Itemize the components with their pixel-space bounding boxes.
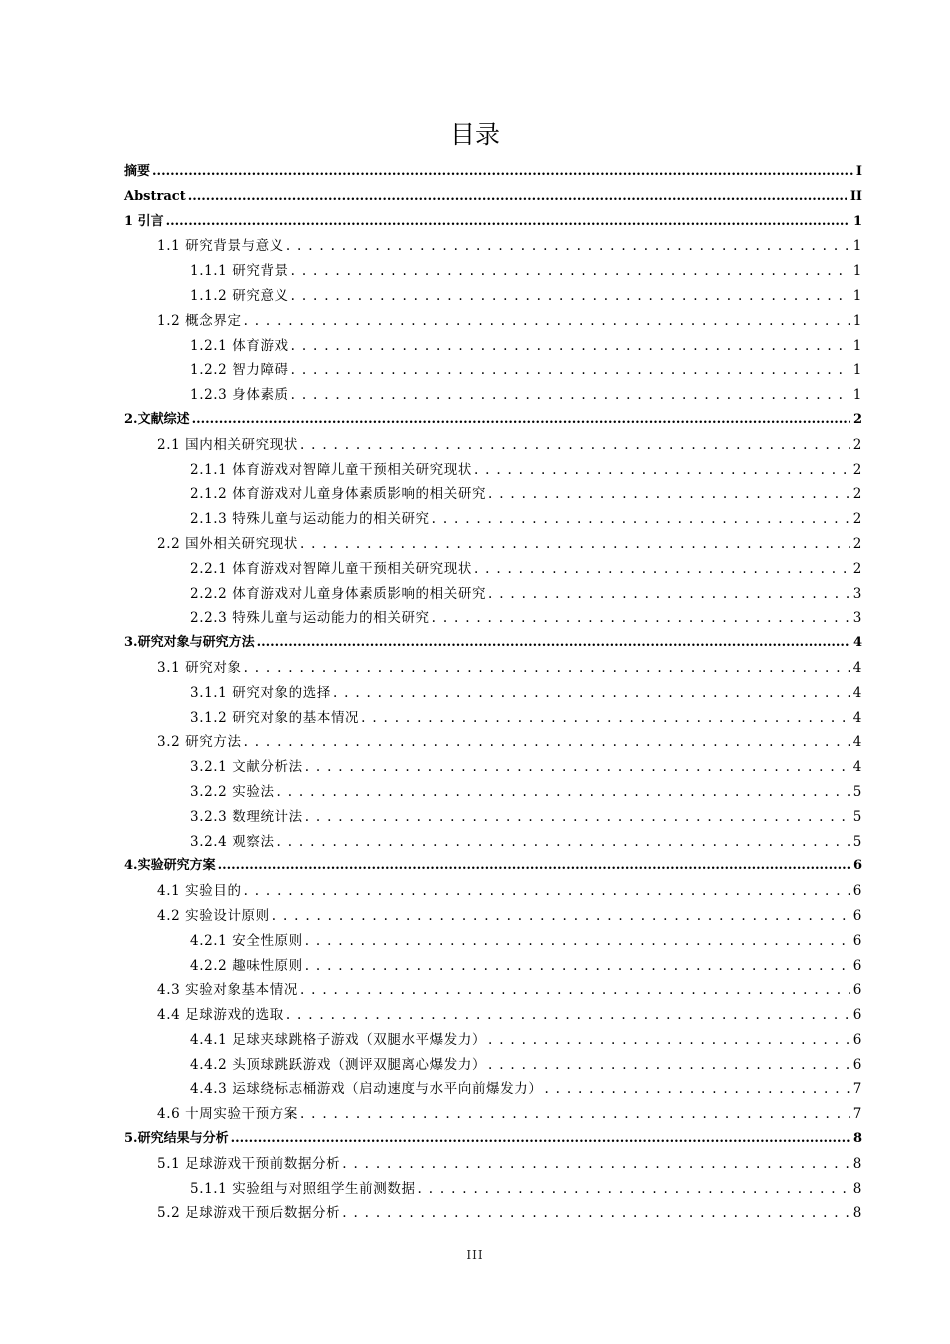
toc-entry-label: 4.4.2 头顶球跳跃游戏（测评双腿离心爆发力） — [190, 1056, 487, 1073]
toc-dot-leader — [488, 1028, 850, 1053]
toc-entry — [124, 309, 862, 334]
toc-entry — [124, 383, 862, 408]
toc-entry — [124, 730, 862, 755]
toc-entry-label: 4.4.3 运球绕标志桶游戏（启动速度与水平向前爆发力） — [190, 1081, 543, 1098]
toc-entry-page: 6 — [852, 883, 862, 900]
toc-entry — [124, 954, 862, 979]
toc-dot-leader — [488, 1053, 850, 1078]
toc-entry — [124, 358, 862, 383]
toc-dot-leader — [257, 631, 850, 656]
toc-entry-label: 4.3 实验对象基本情况 — [157, 982, 298, 999]
toc-dot-leader — [361, 706, 850, 731]
toc-entry-page: 2 — [852, 411, 862, 427]
toc-entry-label: 3.1 研究对象 — [157, 659, 242, 676]
toc-entry — [124, 978, 862, 1003]
toc-entry — [124, 259, 862, 284]
toc-entry — [124, 458, 862, 483]
toc-entry-label: 5.2 足球游戏干预后数据分析 — [157, 1205, 341, 1222]
toc-entry — [124, 1127, 862, 1152]
toc-entry-page: 3 — [852, 610, 862, 627]
toc-entry-page: 2 — [852, 461, 862, 478]
toc-entry-page: 1 — [852, 263, 862, 280]
toc-entry — [124, 234, 862, 259]
toc-entry-page: 7 — [852, 1081, 862, 1098]
toc-dot-leader — [300, 532, 850, 557]
toc-entry-label: 5.1 足球游戏干预前数据分析 — [157, 1155, 341, 1172]
toc-entry-page: 6 — [852, 907, 862, 924]
toc-dot-leader — [291, 334, 850, 359]
toc-entry — [124, 1177, 862, 1202]
toc-entry-label: 4.1 实验目的 — [157, 883, 242, 900]
toc-entry-label: 2.文献综述 — [124, 411, 190, 427]
toc-entry — [124, 185, 862, 210]
toc-dot-leader — [342, 1152, 850, 1177]
toc-entry-page: 2 — [852, 535, 862, 552]
toc-entry-page: 8 — [852, 1155, 862, 1172]
toc-entry-label: 1.2.3 身体素质 — [190, 387, 289, 404]
toc-entry — [124, 482, 862, 507]
toc-dot-leader — [277, 780, 850, 805]
toc-dot-leader — [291, 383, 850, 408]
toc-entry-page: 6 — [852, 982, 862, 999]
toc-entry-page: 3 — [852, 585, 862, 602]
toc-dot-leader — [488, 582, 850, 607]
toc-entry-page: 1 — [852, 387, 862, 404]
toc-entry-label: 5.研究结果与分析 — [124, 1131, 229, 1147]
toc-dot-leader — [231, 1127, 850, 1152]
toc-entry-page: 6 — [852, 1031, 862, 1048]
toc-entry-label: 1.1 研究背景与意义 — [157, 238, 284, 255]
toc-entry-label: 1.2.2 智力障碍 — [190, 362, 289, 379]
toc-dot-leader — [272, 904, 850, 929]
toc-entry-page: 8 — [852, 1205, 862, 1222]
toc-dot-leader — [291, 358, 850, 383]
toc-entry — [124, 160, 862, 185]
toc-entry — [124, 582, 862, 607]
toc-dot-leader — [488, 482, 850, 507]
toc-dot-leader — [286, 234, 850, 259]
toc-entry — [124, 830, 862, 855]
toc-entry — [124, 656, 862, 681]
toc-dot-leader — [300, 1102, 850, 1127]
toc-entry-label: 1.2.1 体育游戏 — [190, 337, 289, 354]
toc-dot-leader — [305, 929, 850, 954]
toc-entry-page: 7 — [852, 1106, 862, 1123]
toc-entry — [124, 284, 862, 309]
toc-entry-label: 4.4 足球游戏的选取 — [157, 1007, 284, 1024]
toc-entry-label: 4.4.1 足球夹球跳格子游戏（双腿水平爆发力） — [190, 1031, 487, 1048]
toc-entry-label: 2.1.2 体育游戏对儿童身体素质影响的相关研究 — [190, 486, 487, 503]
toc-entry-label: 4.2.2 趣味性原则 — [190, 957, 303, 974]
toc-entry-label: 2.2.2 体育游戏对儿童身体素质影响的相关研究 — [190, 585, 487, 602]
toc-entry — [124, 780, 862, 805]
toc-entry — [124, 706, 862, 731]
toc-entry-label: 2.1.1 体育游戏对智障儿童干预相关研究现状 — [190, 461, 472, 478]
toc-entry-page: 8 — [852, 1180, 862, 1197]
toc-entry-page: 5 — [852, 783, 862, 800]
toc-entry — [124, 507, 862, 532]
toc-entry-page: 8 — [852, 1131, 862, 1147]
toc-entry-page: II — [849, 188, 862, 204]
toc-entry-label: 1.1.2 研究意义 — [190, 287, 289, 304]
toc-entry-label: 3.2.2 实验法 — [190, 783, 275, 800]
toc-entry — [124, 631, 862, 656]
toc-dot-leader — [432, 606, 850, 631]
toc-entry — [124, 532, 862, 557]
toc-entry-page: 1 — [852, 337, 862, 354]
toc-entry-label: 4.2 实验设计原则 — [157, 907, 270, 924]
toc-entry-label: 2.2.3 特殊儿童与运动能力的相关研究 — [190, 610, 430, 627]
toc-title: 目录 — [449, 120, 500, 149]
toc-entry-label: 1.1.1 研究背景 — [190, 263, 289, 280]
toc-entry-page: I — [855, 164, 862, 179]
toc-entry-label: Abstract — [124, 188, 186, 204]
toc-entry-page: 2 — [852, 511, 862, 528]
toc-dot-leader — [544, 1077, 849, 1102]
toc-entry — [124, 1102, 862, 1127]
toc-entry-label: 摘要 — [124, 164, 151, 179]
toc-entry-page: 1 — [852, 362, 862, 379]
toc-dot-leader — [166, 210, 850, 235]
toc-dot-leader — [277, 830, 850, 855]
toc-entry — [124, 1201, 862, 1226]
toc-entry-label: 4.实验研究方案 — [124, 858, 216, 874]
toc-dot-leader — [305, 805, 850, 830]
toc-dot-leader — [291, 284, 850, 309]
toc-dot-leader — [474, 557, 850, 582]
toc-entry-page: 4 — [852, 734, 862, 751]
toc-entry-page: 4 — [852, 684, 862, 701]
toc-entry-page: 1 — [852, 213, 862, 229]
toc-dot-leader — [244, 730, 850, 755]
toc-entry — [124, 805, 862, 830]
toc-entry — [124, 433, 862, 458]
toc-entry — [124, 1152, 862, 1177]
toc-dot-leader — [286, 1003, 850, 1028]
toc-entry-page: 5 — [852, 833, 862, 850]
table-of-contents — [124, 160, 862, 1226]
page-number: III — [466, 1248, 484, 1262]
toc-dot-leader — [188, 185, 847, 210]
toc-entry-label: 3.2.4 观察法 — [190, 833, 275, 850]
toc-entry — [124, 408, 862, 433]
toc-dot-leader — [244, 879, 850, 904]
toc-entry-label: 1 引言 — [124, 213, 164, 229]
toc-entry — [124, 334, 862, 359]
toc-dot-leader — [432, 507, 850, 532]
toc-dot-leader — [152, 160, 853, 185]
toc-entry-page: 6 — [852, 1056, 862, 1073]
toc-dot-leader — [218, 854, 850, 879]
toc-entry-label: 4.6 十周实验干预方案 — [157, 1106, 298, 1123]
toc-entry-page: 2 — [852, 436, 862, 453]
toc-dot-leader — [342, 1201, 850, 1226]
toc-entry — [124, 929, 862, 954]
toc-dot-leader — [418, 1177, 850, 1202]
toc-entry — [124, 879, 862, 904]
toc-entry-label: 2.2 国外相关研究现状 — [157, 535, 298, 552]
toc-entry-label: 3.2 研究方法 — [157, 734, 242, 751]
toc-entry — [124, 210, 862, 235]
toc-entry-page: 5 — [852, 808, 862, 825]
toc-dot-leader — [300, 978, 850, 1003]
toc-dot-leader — [291, 259, 850, 284]
toc-entry-page: 6 — [852, 932, 862, 949]
toc-entry-page: 1 — [852, 312, 862, 329]
toc-entry-label: 2.1.3 特殊儿童与运动能力的相关研究 — [190, 511, 430, 528]
toc-dot-leader — [300, 433, 850, 458]
toc-entry — [124, 1077, 862, 1102]
toc-entry — [124, 606, 862, 631]
toc-dot-leader — [244, 309, 850, 334]
toc-entry-page: 2 — [852, 560, 862, 577]
toc-entry-page: 1 — [852, 238, 862, 255]
toc-entry-page: 4 — [852, 635, 862, 651]
toc-entry-label: 3.2.3 数理统计法 — [190, 808, 303, 825]
toc-dot-leader — [305, 755, 850, 780]
toc-entry-page: 6 — [852, 957, 862, 974]
toc-entry — [124, 1053, 862, 1078]
toc-dot-leader — [192, 408, 850, 433]
toc-entry-page: 6 — [852, 858, 862, 874]
toc-entry-label: 4.2.1 安全性原则 — [190, 932, 303, 949]
toc-entry — [124, 557, 862, 582]
toc-entry — [124, 904, 862, 929]
toc-entry — [124, 854, 862, 879]
toc-entry-page: 4 — [852, 659, 862, 676]
toc-entry-page: 4 — [852, 709, 862, 726]
toc-entry-label: 5.1.1 实验组与对照组学生前测数据 — [190, 1180, 416, 1197]
toc-dot-leader — [333, 681, 850, 706]
toc-entry-page: 6 — [852, 1007, 862, 1024]
toc-entry — [124, 1028, 862, 1053]
toc-entry-page: 1 — [852, 287, 862, 304]
toc-entry-label: 2.1 国内相关研究现状 — [157, 436, 298, 453]
toc-dot-leader — [244, 656, 850, 681]
toc-entry-label: 3.1.1 研究对象的选择 — [190, 684, 331, 701]
toc-entry-page: 2 — [852, 486, 862, 503]
toc-dot-leader — [305, 954, 850, 979]
toc-entry-label: 1.2 概念界定 — [157, 312, 242, 329]
toc-entry — [124, 1003, 862, 1028]
toc-entry-label: 3.研究对象与研究方法 — [124, 635, 255, 651]
toc-dot-leader — [474, 458, 850, 483]
toc-entry-label: 3.1.2 研究对象的基本情况 — [190, 709, 360, 726]
toc-entry — [124, 681, 862, 706]
toc-entry-label: 2.2.1 体育游戏对智障儿童干预相关研究现状 — [190, 560, 472, 577]
toc-entry — [124, 755, 862, 780]
toc-entry-label: 3.2.1 文献分析法 — [190, 759, 303, 776]
toc-entry-page: 4 — [852, 759, 862, 776]
